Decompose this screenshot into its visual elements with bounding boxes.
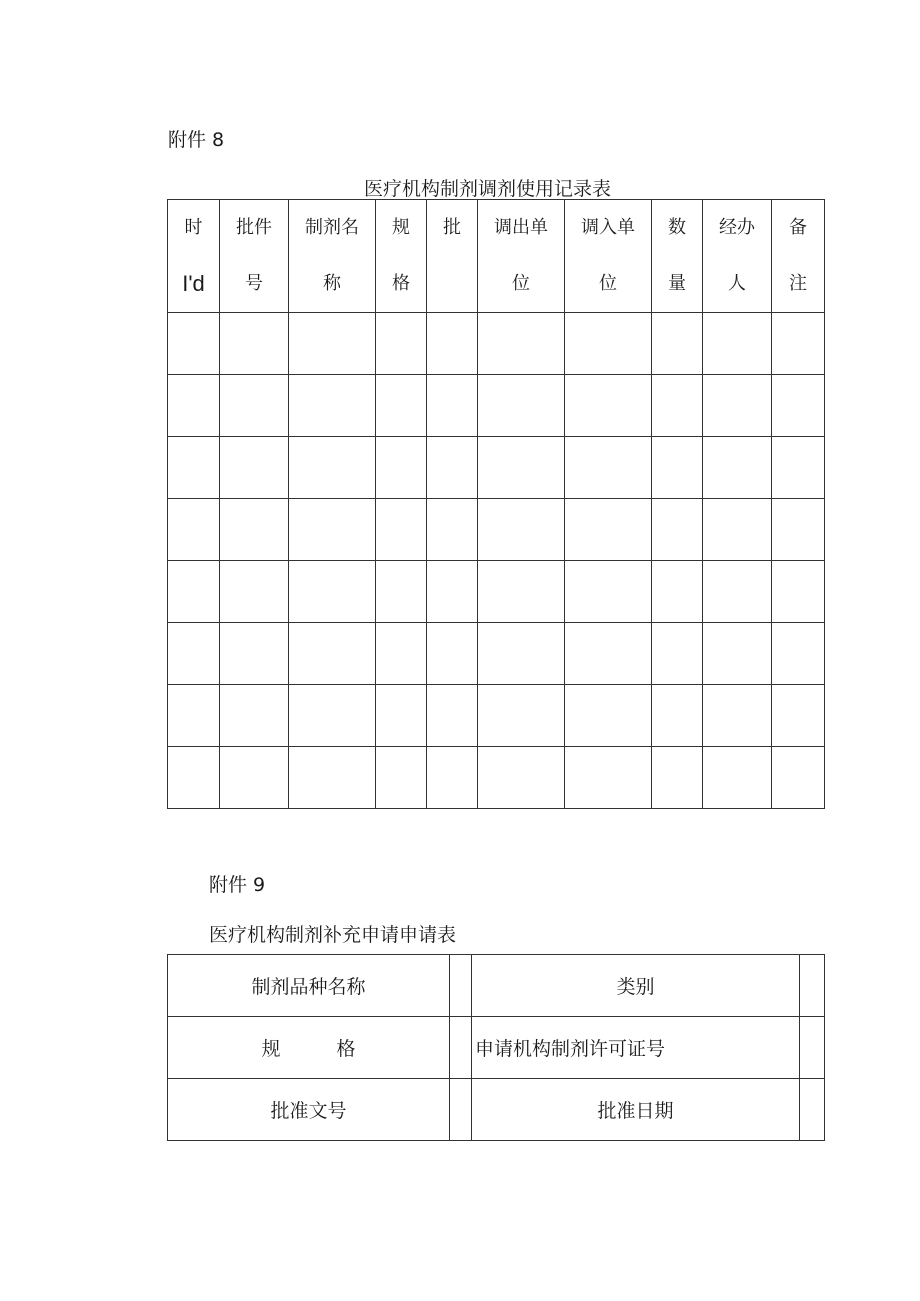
table-cell[interactable] <box>565 437 652 499</box>
label-approval-date: 批准日期 <box>472 1079 800 1141</box>
table-cell[interactable] <box>427 499 478 561</box>
table-cell[interactable] <box>772 747 825 809</box>
table-cell[interactable] <box>427 313 478 375</box>
table-cell[interactable] <box>427 561 478 623</box>
table-cell[interactable] <box>289 561 376 623</box>
column-header-batch: 批 <box>427 200 478 313</box>
table-cell[interactable] <box>376 561 427 623</box>
table-cell[interactable] <box>652 747 703 809</box>
table-cell[interactable] <box>376 437 427 499</box>
table-cell[interactable] <box>168 499 220 561</box>
table-cell[interactable] <box>168 437 220 499</box>
attachment-9-title: 医疗机构制剂补充申请申请表 <box>209 924 457 946</box>
table-cell[interactable] <box>427 685 478 747</box>
table-cell[interactable] <box>289 747 376 809</box>
table-cell[interactable] <box>289 375 376 437</box>
value-cell[interactable] <box>800 955 825 1017</box>
table-cell[interactable] <box>565 747 652 809</box>
table-cell[interactable] <box>168 685 220 747</box>
column-header-receiving-unit: 调入单 位 <box>565 200 652 313</box>
table-row <box>168 623 825 685</box>
table-cell[interactable] <box>289 313 376 375</box>
table-cell[interactable] <box>289 685 376 747</box>
table-cell[interactable] <box>565 623 652 685</box>
table-header-row <box>168 200 825 313</box>
table-cell[interactable] <box>478 747 565 809</box>
table-cell[interactable] <box>565 375 652 437</box>
table-cell[interactable] <box>478 561 565 623</box>
table-cell[interactable] <box>652 623 703 685</box>
label-license-number: 申请机构制剂许可证号 <box>472 1017 800 1079</box>
table-cell[interactable] <box>220 313 289 375</box>
table-cell[interactable] <box>772 561 825 623</box>
table-cell[interactable] <box>220 437 289 499</box>
table-cell[interactable] <box>565 499 652 561</box>
value-cell[interactable] <box>450 1079 472 1141</box>
column-header-time: 时 I'd <box>168 200 220 313</box>
table-row <box>168 437 825 499</box>
label-specification: 规 格 <box>168 1017 450 1079</box>
table-cell[interactable] <box>652 313 703 375</box>
table-cell[interactable] <box>376 623 427 685</box>
table-cell[interactable] <box>703 437 772 499</box>
table-cell[interactable] <box>652 437 703 499</box>
table-cell[interactable] <box>703 747 772 809</box>
table-cell[interactable] <box>772 375 825 437</box>
table-cell[interactable] <box>478 375 565 437</box>
table-cell[interactable] <box>376 499 427 561</box>
attachment-8-label: 附件 8 <box>168 129 225 151</box>
table-cell[interactable] <box>220 561 289 623</box>
table-cell[interactable] <box>478 437 565 499</box>
label-preparation-variety-name: 制剂品种名称 <box>168 955 450 1017</box>
table-row <box>168 313 825 375</box>
table-cell[interactable] <box>289 437 376 499</box>
table-cell[interactable] <box>772 437 825 499</box>
table-row <box>168 747 825 809</box>
value-cell[interactable] <box>800 1017 825 1079</box>
table-cell[interactable] <box>427 747 478 809</box>
table-cell[interactable] <box>703 685 772 747</box>
table-row <box>168 1079 825 1141</box>
column-header-quantity: 数 量 <box>652 200 703 313</box>
label-approval-number: 批准文号 <box>168 1079 450 1141</box>
table-cell[interactable] <box>703 623 772 685</box>
table-cell[interactable] <box>772 499 825 561</box>
table-cell[interactable] <box>652 499 703 561</box>
table-cell[interactable] <box>168 375 220 437</box>
table-row <box>168 499 825 561</box>
table-cell[interactable] <box>772 623 825 685</box>
table-cell[interactable] <box>427 375 478 437</box>
table-cell[interactable] <box>703 313 772 375</box>
column-header-handler: 经办 人 <box>703 200 772 313</box>
table-cell[interactable] <box>376 685 427 747</box>
table-cell[interactable] <box>376 375 427 437</box>
table-cell[interactable] <box>478 313 565 375</box>
table-cell[interactable] <box>427 437 478 499</box>
table-cell[interactable] <box>427 623 478 685</box>
table-cell[interactable] <box>168 747 220 809</box>
table-cell[interactable] <box>565 685 652 747</box>
table-row <box>168 561 825 623</box>
table-row <box>168 1017 825 1079</box>
table-cell[interactable] <box>376 747 427 809</box>
value-cell[interactable] <box>800 1079 825 1141</box>
label-category: 类别 <box>472 955 800 1017</box>
value-cell[interactable] <box>450 1017 472 1079</box>
table-cell[interactable] <box>565 561 652 623</box>
table-cell[interactable] <box>703 375 772 437</box>
table-cell[interactable] <box>220 499 289 561</box>
table-cell[interactable] <box>703 499 772 561</box>
attachment-8-title: 医疗机构制剂调剂使用记录表 <box>364 178 612 200</box>
column-header-preparation-name: 制剂名 称 <box>289 200 376 313</box>
column-header-approval-doc-no: 批件 号 <box>220 200 289 313</box>
table-cell[interactable] <box>478 623 565 685</box>
table-cell[interactable] <box>478 685 565 747</box>
column-header-specification: 规 格 <box>376 200 427 313</box>
table-cell[interactable] <box>772 685 825 747</box>
attachment-9-label: 附件 9 <box>209 874 266 896</box>
table-cell[interactable] <box>168 623 220 685</box>
table-cell[interactable] <box>168 313 220 375</box>
table-row <box>168 375 825 437</box>
value-cell[interactable] <box>450 955 472 1017</box>
table-cell[interactable] <box>652 375 703 437</box>
table-cell[interactable] <box>652 685 703 747</box>
column-header-remarks: 备 注 <box>772 200 825 313</box>
table-cell[interactable] <box>565 313 652 375</box>
table-cell[interactable] <box>220 375 289 437</box>
table-row <box>168 685 825 747</box>
table-cell[interactable] <box>289 623 376 685</box>
column-header-dispatching-unit: 调出单 位 <box>478 200 565 313</box>
table-row <box>168 955 825 1017</box>
table-cell[interactable] <box>289 499 376 561</box>
table-cell[interactable] <box>168 561 220 623</box>
table-cell[interactable] <box>220 747 289 809</box>
supplementary-application-table <box>167 954 825 1141</box>
dispensing-record-table <box>167 199 825 809</box>
table-cell[interactable] <box>478 499 565 561</box>
table-cell[interactable] <box>220 623 289 685</box>
table-cell[interactable] <box>220 685 289 747</box>
table-cell[interactable] <box>703 561 772 623</box>
table-cell[interactable] <box>376 313 427 375</box>
table-cell[interactable] <box>652 561 703 623</box>
table-cell[interactable] <box>772 313 825 375</box>
